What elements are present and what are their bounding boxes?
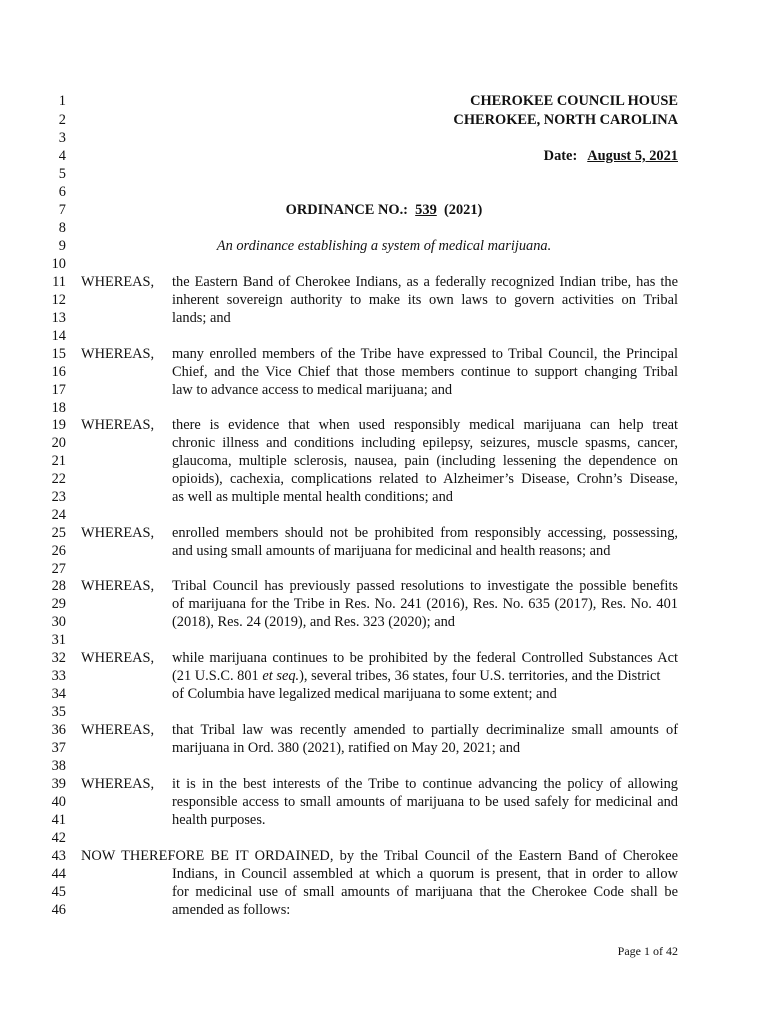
- clause-line: [0, 416, 768, 434]
- whereas-label: WHEREAS,: [81, 417, 155, 433]
- clause-text: while marijuana continues to be prohibited by the federal Controlled Substances Act: [172, 650, 678, 666]
- page-number: Page 1 of 42: [617, 944, 678, 958]
- clause-line: [0, 345, 768, 363]
- whereas-label: WHEREAS,: [81, 525, 155, 541]
- line-number: 13: [51, 310, 66, 326]
- ordinance-year: (2021): [443, 202, 483, 218]
- line-number: 17: [51, 382, 66, 398]
- clause-text: for medicinal use of small amounts of marijuana that the Cherokee Code shall be: [172, 884, 678, 900]
- clause-line: [0, 685, 768, 703]
- clause-text: there is evidence that when used responsibly medical marijuana can help treat: [172, 417, 678, 433]
- clause-text: health purposes.: [172, 812, 266, 828]
- line-number: 44: [51, 866, 66, 882]
- clause-line: [0, 793, 768, 811]
- line-number: 40: [51, 794, 66, 810]
- clause-text: (2018), Res. 24 (2019), and Res. 323 (2020); and: [172, 614, 455, 630]
- line-number: 12: [51, 292, 66, 308]
- clause-line: [0, 667, 768, 685]
- clause-line: [0, 595, 768, 613]
- line-number: 34: [51, 686, 66, 702]
- line-number: 26: [51, 543, 66, 559]
- line-number: 2: [58, 112, 66, 128]
- clause-text: marijuana in Ord. 380 (2021), ratified on May 20, 2021; and: [172, 740, 521, 756]
- clause-text: lands; and: [172, 310, 231, 326]
- clause-text: chronic illness and conditions including epilepsy, seizures, muscle spasms, cancer,: [172, 435, 678, 451]
- line-number: 10: [51, 256, 66, 272]
- line-number: 29: [51, 596, 66, 612]
- council-house-title: CHEROKEE COUNCIL HOUSE: [470, 93, 678, 109]
- line-number: 22: [51, 471, 66, 487]
- line-number: 21: [51, 453, 66, 469]
- line-number: 19: [51, 417, 66, 433]
- line-number: 6: [58, 184, 66, 200]
- whereas-label: WHEREAS,: [81, 346, 155, 362]
- line-number: 15: [51, 346, 66, 362]
- ordinance-label: ORDINANCE NO.:: [285, 202, 408, 218]
- line-number: 5: [58, 166, 66, 182]
- clause-text: Indians, in Council assembled at which a quorum is present, that in order to allow: [172, 866, 678, 882]
- line-number: 16: [51, 364, 66, 380]
- clause-line: [0, 381, 768, 399]
- clause-line: [0, 901, 768, 919]
- line-number: 18: [51, 400, 66, 416]
- ordinance-subtitle: An ordinance establishing a system of medical marijuana.: [216, 238, 552, 254]
- date-value: August 5, 2021: [587, 148, 678, 164]
- whereas-label: WHEREAS,: [81, 722, 155, 738]
- line-number: 8: [58, 220, 66, 236]
- ordinance-subtitle-row: [0, 237, 768, 255]
- clause-line: [0, 291, 768, 309]
- line-number: 46: [51, 902, 66, 918]
- clause-line: [0, 452, 768, 470]
- clause-line: [0, 577, 768, 595]
- whereas-label: WHEREAS,: [81, 274, 155, 290]
- clause-text: law to advance access to medical marijuana; and: [172, 382, 453, 398]
- line-number: 32: [51, 650, 66, 666]
- clause-line: [0, 613, 768, 631]
- clause-line: [0, 273, 768, 291]
- clause-text: opioids), cachexia, complications related to Alzheimer’s Disease, Crohn’s Disease,: [172, 471, 678, 487]
- clause-text: of marijuana for the Tribe in Res. No. 241 (2016), Res. No. 635 (2017), Res. No. 401: [172, 596, 678, 612]
- clause-line: [0, 649, 768, 667]
- clause-line: [0, 488, 768, 506]
- citation-text: (21 U.S.C. 801: [172, 668, 263, 684]
- clause-line: [0, 811, 768, 829]
- ordained-lead: NOW THEREFORE BE IT ORDAINED, by the Tribal Council of the Eastern Band of Cherokee: [81, 848, 678, 864]
- clause-text: and using small amounts of marijuana for medicinal and health reasons; and: [172, 543, 611, 559]
- whereas-label: WHEREAS,: [81, 578, 155, 594]
- line-number: 41: [51, 812, 66, 828]
- line-number: 23: [51, 489, 66, 505]
- line-number: 37: [51, 740, 66, 756]
- clause-text: as well as multiple mental health conditions; and: [172, 489, 453, 505]
- ordinance-number: 539: [415, 202, 437, 218]
- line-number: 24: [51, 507, 66, 523]
- clause-text: [172, 667, 678, 685]
- clause-line: [0, 847, 768, 865]
- location-title: CHEROKEE, NORTH CAROLINA: [453, 112, 678, 128]
- line-number: 9: [58, 238, 66, 254]
- ordinance-date: [544, 147, 678, 165]
- citation-italic: et seq.: [262, 668, 300, 684]
- ordinance-title: [0, 201, 768, 219]
- line-number: 42: [51, 830, 66, 846]
- line-number: 33: [51, 668, 66, 684]
- line-number: 3: [58, 130, 66, 146]
- line-number: 25: [51, 525, 66, 541]
- clause-text: of Columbia have legalized medical marijuana to some extent; and: [172, 686, 557, 702]
- header-row: [0, 92, 768, 110]
- line-number: 11: [52, 274, 66, 290]
- clause-line: [0, 542, 768, 560]
- clause-line: [0, 470, 768, 488]
- clause-text: enrolled members should not be prohibited from responsibly accessing, possessing,: [172, 525, 678, 541]
- clause-line: [0, 524, 768, 542]
- line-number: 43: [51, 848, 66, 864]
- clause-line: [0, 865, 768, 883]
- clause-line: [0, 363, 768, 381]
- line-number: 14: [51, 328, 66, 344]
- line-number: 20: [51, 435, 66, 451]
- line-number: 39: [51, 776, 66, 792]
- line-number: 31: [51, 632, 66, 648]
- line-number: 45: [51, 884, 66, 900]
- clause-line: [0, 883, 768, 901]
- header-row: [0, 147, 768, 165]
- clause-line: [0, 739, 768, 757]
- line-number: 27: [51, 561, 66, 577]
- line-number: 28: [51, 578, 66, 594]
- whereas-label: WHEREAS,: [81, 650, 155, 666]
- clause-text: glaucoma, multiple sclerosis, nausea, pain (including lessening the dependence on: [172, 453, 678, 469]
- clause-text: the Eastern Band of Cherokee Indians, as a federally recognized Indian tribe, has the: [172, 274, 678, 290]
- ordinance-title-row: [0, 201, 768, 219]
- clause-line: [0, 775, 768, 793]
- line-number: 36: [51, 722, 66, 738]
- line-number: 1: [58, 93, 66, 109]
- line-number: 35: [51, 704, 66, 720]
- header-row: [0, 111, 768, 129]
- line-number: 7: [58, 202, 66, 218]
- clause-text: it is in the best interests of the Tribe to continue advancing the policy of allowing: [172, 776, 678, 792]
- clause-line: [0, 434, 768, 452]
- clause-text-rest: ), several tribes, 36 states, four U.S. territories, and the District: [299, 668, 661, 684]
- line-number: 4: [58, 148, 66, 164]
- line-number: 30: [51, 614, 66, 630]
- clause-text: that Tribal law was recently amended to partially decriminalize small amounts of: [172, 722, 678, 738]
- line-number: 38: [51, 758, 66, 774]
- clause-text: Chief, and the Vice Chief that those members continue to support changing Tribal: [172, 364, 678, 380]
- clause-line: [0, 309, 768, 327]
- clause-text: inherent sovereign authority to make its own laws to govern activities on Tribal: [172, 292, 678, 308]
- clause-text: responsible access to small amounts of marijuana to be used safely for medicinal and: [172, 794, 678, 810]
- date-label: Date:: [543, 148, 578, 164]
- clause-text: Tribal Council has previously passed resolutions to investigate the possible benefits: [172, 578, 678, 594]
- clause-line: [0, 721, 768, 739]
- whereas-label: WHEREAS,: [81, 776, 155, 792]
- clause-text: many enrolled members of the Tribe have expressed to Tribal Council, the Principal: [172, 346, 678, 362]
- clause-text: amended as follows:: [172, 902, 291, 918]
